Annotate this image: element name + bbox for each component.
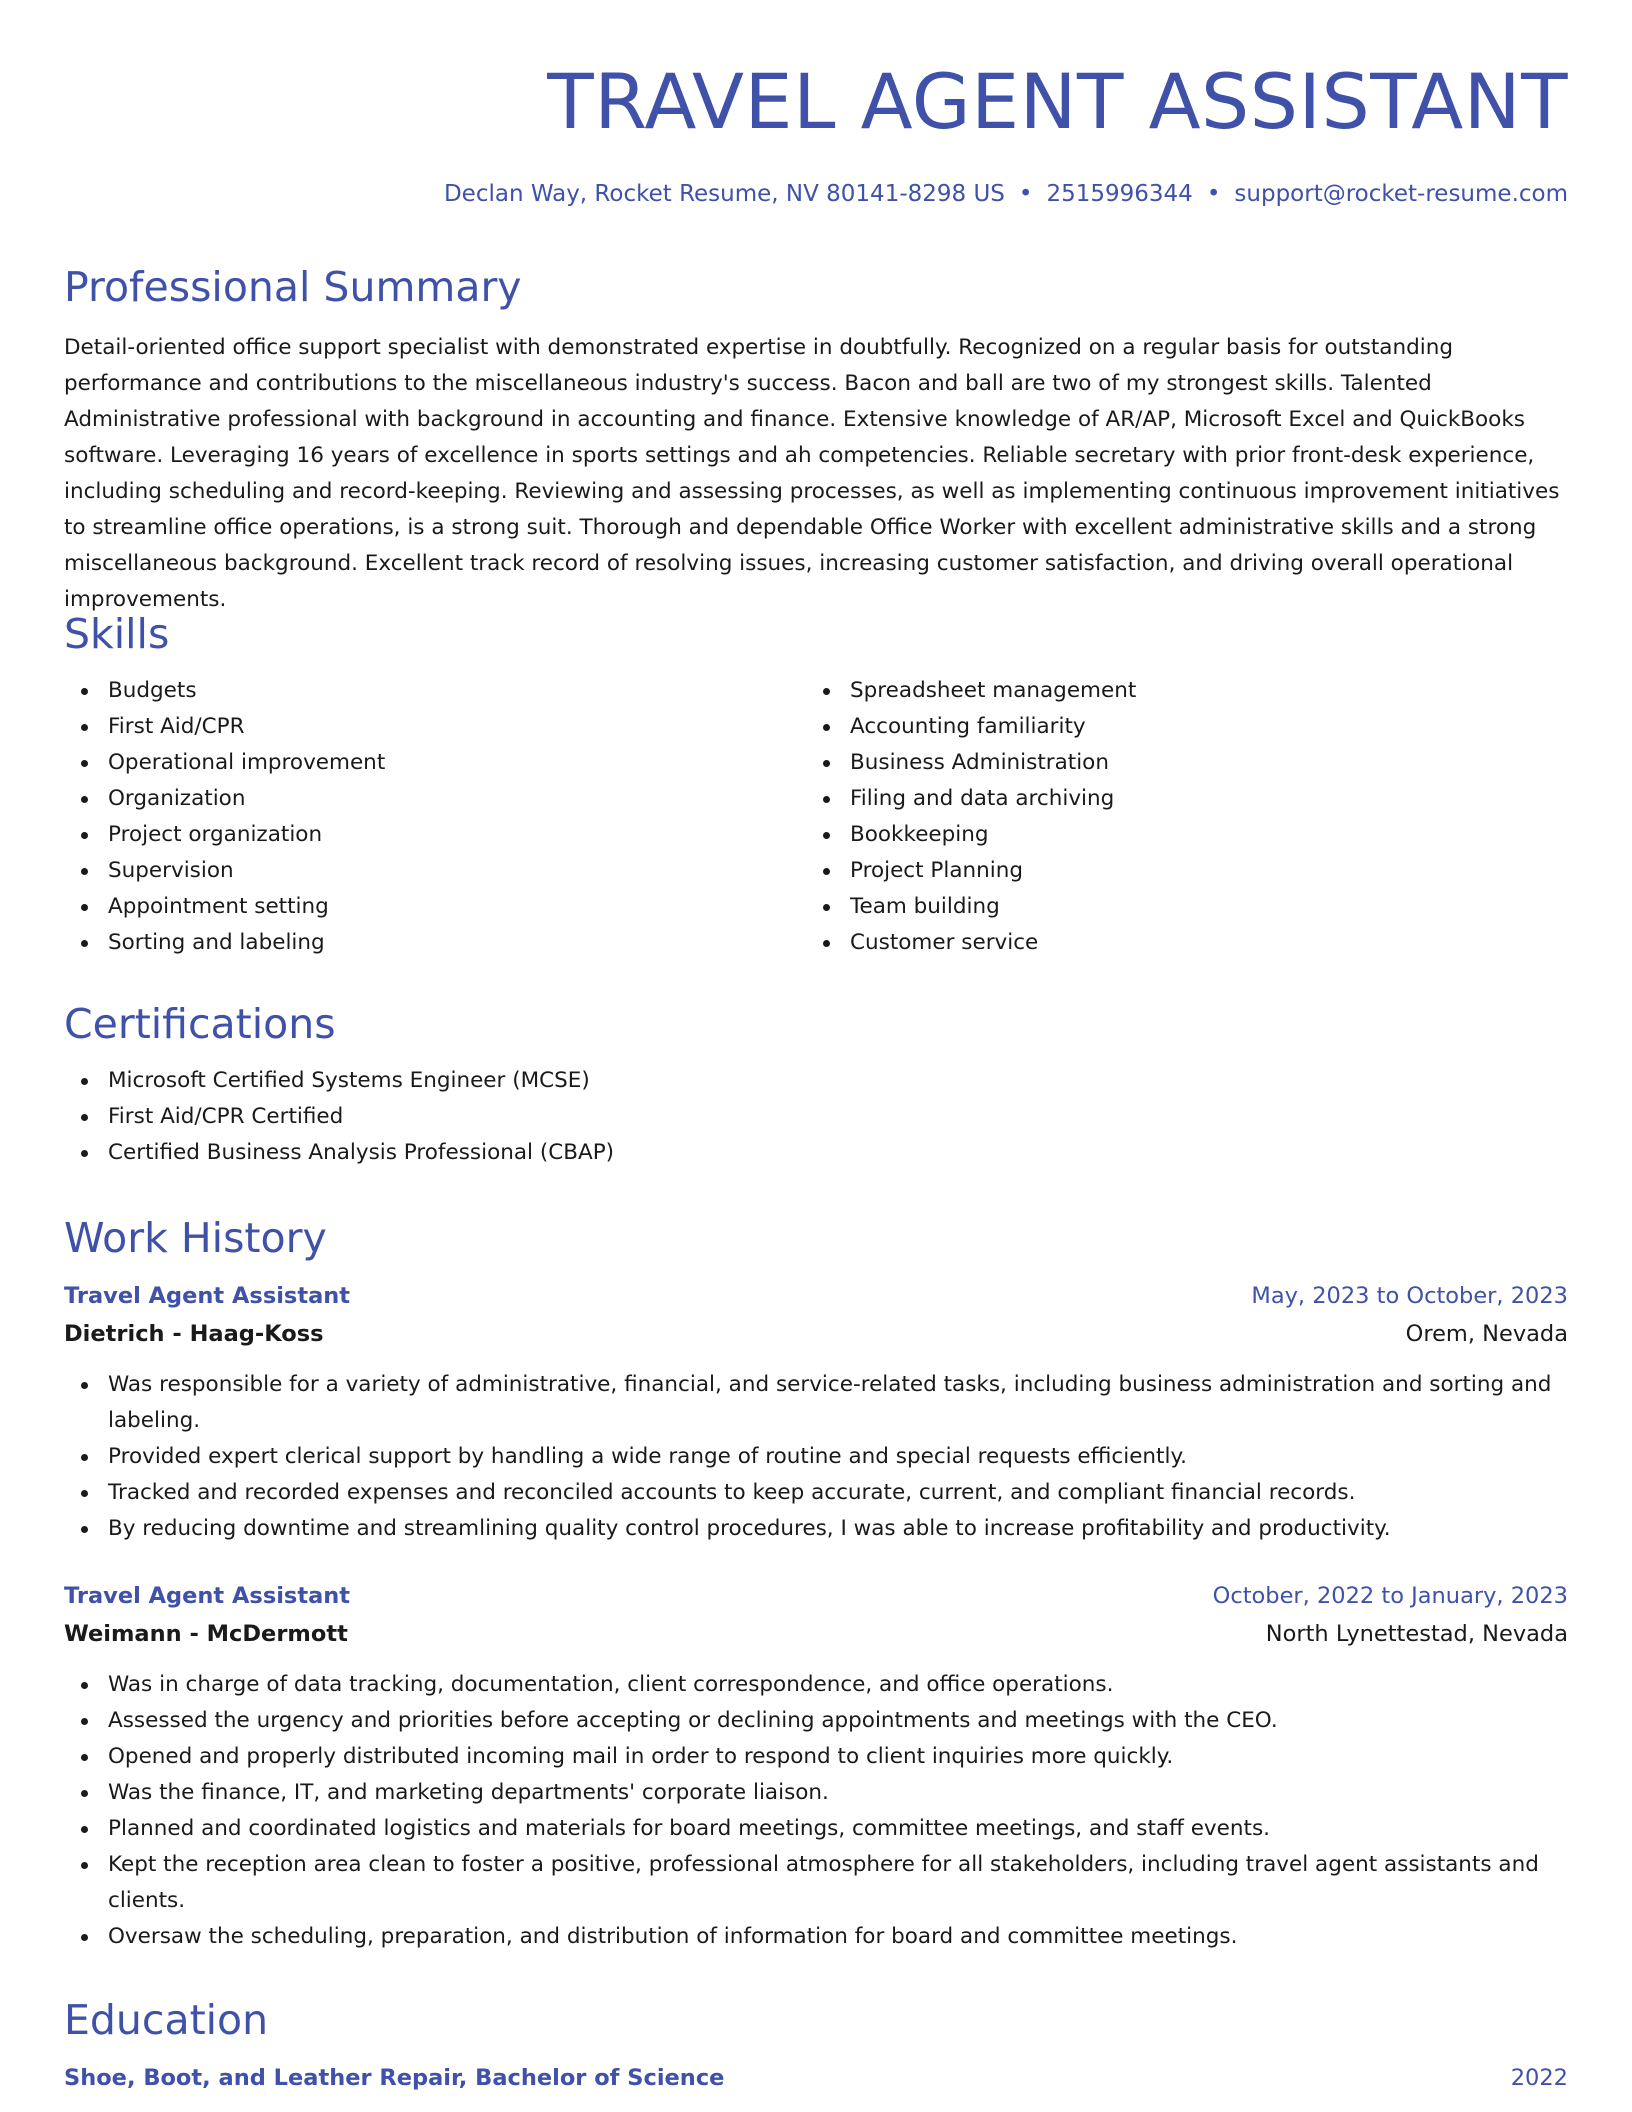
skill-item: Bookkeeping xyxy=(806,817,1548,853)
section-title-summary: Professional Summary xyxy=(64,263,522,311)
job-dates: October, 2022 to January, 2023 xyxy=(1212,1583,1568,1609)
contact-email: support@rocket-resume.com xyxy=(1234,181,1568,207)
certification-item: Microsoft Certified Systems Engineer (MCSE) xyxy=(64,1063,1568,1099)
job-duty-item: Kept the reception area clean to foster a positive, professional atmosphere for all stakeholders, including travel agent assistants and clients. xyxy=(64,1847,1568,1919)
contact-line xyxy=(444,178,1568,210)
section-title-certifications: Certifications xyxy=(64,1000,336,1048)
job-duty-item: Planned and coordinated logistics and materials for board meetings, committee meetings, and staff events. xyxy=(64,1811,1568,1847)
skill-item: Accounting familiarity xyxy=(806,709,1548,745)
education-row xyxy=(64,2059,1568,2097)
section-title-work-history: Work History xyxy=(64,1214,327,1262)
skill-item: First Aid/CPR xyxy=(64,709,806,745)
skill-item: Business Administration xyxy=(806,745,1548,781)
work-history-section xyxy=(64,1213,1568,1955)
job-duty-item: Provided expert clerical support by handling a wide range of routine and special requests efficiently. xyxy=(64,1439,1568,1475)
job-title: Travel Agent Assistant xyxy=(64,1283,351,1309)
job-duty-item: Tracked and recorded expenses and reconciled accounts to keep accurate, current, and compliant financial records. xyxy=(64,1475,1568,1511)
skill-item: Project Planning xyxy=(806,853,1548,889)
certification-item: First Aid/CPR Certified xyxy=(64,1099,1568,1135)
skill-item: Organization xyxy=(64,781,806,817)
skill-item: Filing and data archiving xyxy=(806,781,1548,817)
section-title-education: Education xyxy=(64,1996,269,2044)
job-location: Orem, Nevada xyxy=(1405,1321,1568,1347)
education-year: 2022 xyxy=(1510,2065,1568,2091)
job-duties-list xyxy=(64,1667,1568,1955)
job-header-row xyxy=(64,1277,1568,1315)
skill-item: Budgets xyxy=(64,673,806,709)
skill-item: Supervision xyxy=(64,853,806,889)
job-employer: Weimann - McDermott xyxy=(64,1621,348,1647)
skill-item: Appointment setting xyxy=(64,889,806,925)
education-degree: Shoe, Boot, and Leather Repair, Bachelor of Science xyxy=(64,2065,725,2091)
skill-item: Sorting and labeling xyxy=(64,925,806,961)
certification-item: Certified Business Analysis Professional (CBAP) xyxy=(64,1135,1568,1171)
skill-item: Operational improvement xyxy=(64,745,806,781)
job-employer: Dietrich - Haag-Koss xyxy=(64,1321,324,1347)
job-duty-item: Opened and properly distributed incoming mail in order to respond to client inquiries more quickly. xyxy=(64,1739,1568,1775)
job-duty-item: Oversaw the scheduling, preparation, and distribution of information for board and committee meetings. xyxy=(64,1919,1568,1955)
contact-separator: • xyxy=(1206,181,1221,207)
certifications-list xyxy=(64,1063,1568,1171)
contact-address: Declan Way, Rocket Resume, NV 80141-8298 US xyxy=(443,181,1005,207)
skills-list-right xyxy=(806,673,1548,961)
job-header-row xyxy=(64,1577,1568,1615)
certifications-section xyxy=(64,999,1568,1171)
job-title: Travel Agent Assistant xyxy=(64,1583,351,1609)
summary-section xyxy=(64,262,1568,618)
skill-item: Spreadsheet management xyxy=(806,673,1548,709)
section-title-skills: Skills xyxy=(64,610,170,658)
contact-phone: 2515996344 xyxy=(1046,181,1193,207)
job-dates: May, 2023 to October, 2023 xyxy=(1251,1283,1568,1309)
skill-item: Team building xyxy=(806,889,1548,925)
job-duty-item: Was responsible for a variety of administrative, financial, and service-related tasks, including business administration and sorting and labeling. xyxy=(64,1367,1568,1439)
skills-list-left xyxy=(64,673,806,961)
job-employer-row xyxy=(64,1315,1568,1353)
job-employer-row xyxy=(64,1615,1568,1653)
job-entry xyxy=(64,1277,1568,1547)
job-duty-item: Was in charge of data tracking, documentation, client correspondence, and office operations. xyxy=(64,1667,1568,1703)
summary-text: Detail-oriented office support specialist with demonstrated expertise in doubtfully. Recognized on a regular basis for outstanding performance and contributions to the miscellaneous industry's success. Bacon and ball are two of my strongest skills. Talented Administrative professional with background in accounting and finance. Extensive knowledge of AR/AP, Microsoft Excel and QuickBooks software. Leveraging 16 years of excellence in sports settings and ah competencies. Reliable secretary with prior front-desk experience, including scheduling and record-keeping. Reviewing and assessing processes, as well as implementing continuous improvement initiatives to streamline office operations, is a strong suit. Thorough and dependable Office Worker with excellent administrative skills and a strong miscellaneous background. Excellent track record of resolving issues, increasing customer satisfaction, and driving overall operational improvements. xyxy=(64,335,1560,612)
job-location: North Lynettestad, Nevada xyxy=(1265,1621,1568,1647)
resume-name: TRAVEL AGENT ASSISTANT xyxy=(547,57,1568,146)
skills-columns xyxy=(64,673,1568,961)
job-duty-item: Was the finance, IT, and marketing departments' corporate liaison. xyxy=(64,1775,1568,1811)
contact-separator: • xyxy=(1018,181,1033,207)
education-section xyxy=(64,1995,1568,2097)
job-duty-item: Assessed the urgency and priorities before accepting or declining appointments and meetings with the CEO. xyxy=(64,1703,1568,1739)
job-duties-list xyxy=(64,1367,1568,1547)
job-duty-item: By reducing downtime and streamlining quality control procedures, I was able to increase profitability and productivity. xyxy=(64,1511,1568,1547)
skills-section xyxy=(64,609,1568,961)
skill-item: Project organization xyxy=(64,817,806,853)
skill-item: Customer service xyxy=(806,925,1548,961)
job-entry xyxy=(64,1577,1568,1955)
